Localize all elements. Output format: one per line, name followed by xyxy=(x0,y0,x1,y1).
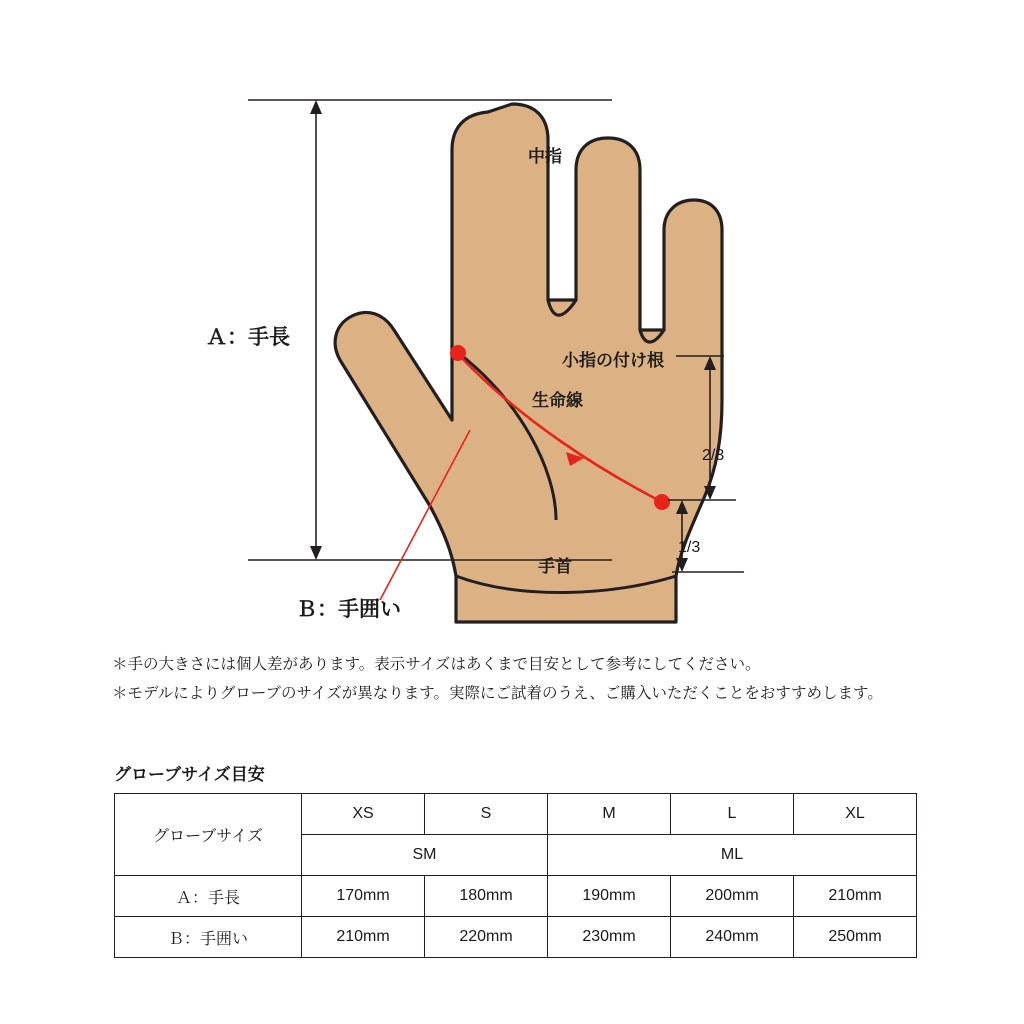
cell-hand-length-xs: 170mm xyxy=(302,876,425,917)
cell-hand-length-m: 190mm xyxy=(548,876,671,917)
table-row-hand-length xyxy=(115,876,917,917)
cell-group-ml: ML xyxy=(548,835,917,876)
cell-hand-circ-m: 230mm xyxy=(548,917,671,958)
label-pinky-base: 小指の付け根 xyxy=(562,351,664,370)
cell-row-label-hand-length: Ａ：手長 xyxy=(115,876,302,917)
table-row-sizes xyxy=(115,794,917,835)
cell-hand-circ-xs: 210mm xyxy=(302,917,425,958)
cell-row-label-hand-circumference: Ｂ：手囲い xyxy=(115,917,302,958)
table-row-hand-circumference xyxy=(115,917,917,958)
cell-size-xs: XS xyxy=(302,794,425,835)
label-two-thirds: 2/3 xyxy=(702,447,725,464)
cell-size-xl: XL xyxy=(794,794,917,835)
cell-hand-circ-l: 240mm xyxy=(671,917,794,958)
size-table-title: グローブサイズ目安 xyxy=(114,765,265,784)
cell-hand-circ-xl: 250mm xyxy=(794,917,917,958)
label-hand-length: Ａ：手長 xyxy=(206,326,290,349)
cell-size-s: S xyxy=(425,794,548,835)
notes-block xyxy=(112,650,972,709)
cell-size-label: グローブサイズ xyxy=(115,794,302,876)
glove-size-table xyxy=(114,793,917,958)
cell-hand-length-s: 180mm xyxy=(425,876,548,917)
label-hand-circumference: Ｂ：手囲い xyxy=(296,598,401,621)
note-line-2: ＊モデルによりグローブのサイズが異なります。実際にご試着のうえ、ご購入いただくことをおすすめします。 xyxy=(112,685,883,703)
cell-size-l: L xyxy=(671,794,794,835)
cell-hand-length-xl: 210mm xyxy=(794,876,917,917)
label-middle-finger: 中指 xyxy=(528,147,562,166)
cell-hand-length-l: 200mm xyxy=(671,876,794,917)
cell-size-m: M xyxy=(548,794,671,835)
label-wrist: 手首 xyxy=(538,557,572,576)
cell-hand-circ-s: 220mm xyxy=(425,917,548,958)
label-life-line: 生命線 xyxy=(532,391,583,410)
note-line-1: ＊手の大きさには個人差があります。表示サイズはあくまで目安として参考にしてください。 xyxy=(112,656,761,673)
cell-group-sm: SM xyxy=(302,835,548,876)
label-one-third: 1/3 xyxy=(678,539,701,556)
